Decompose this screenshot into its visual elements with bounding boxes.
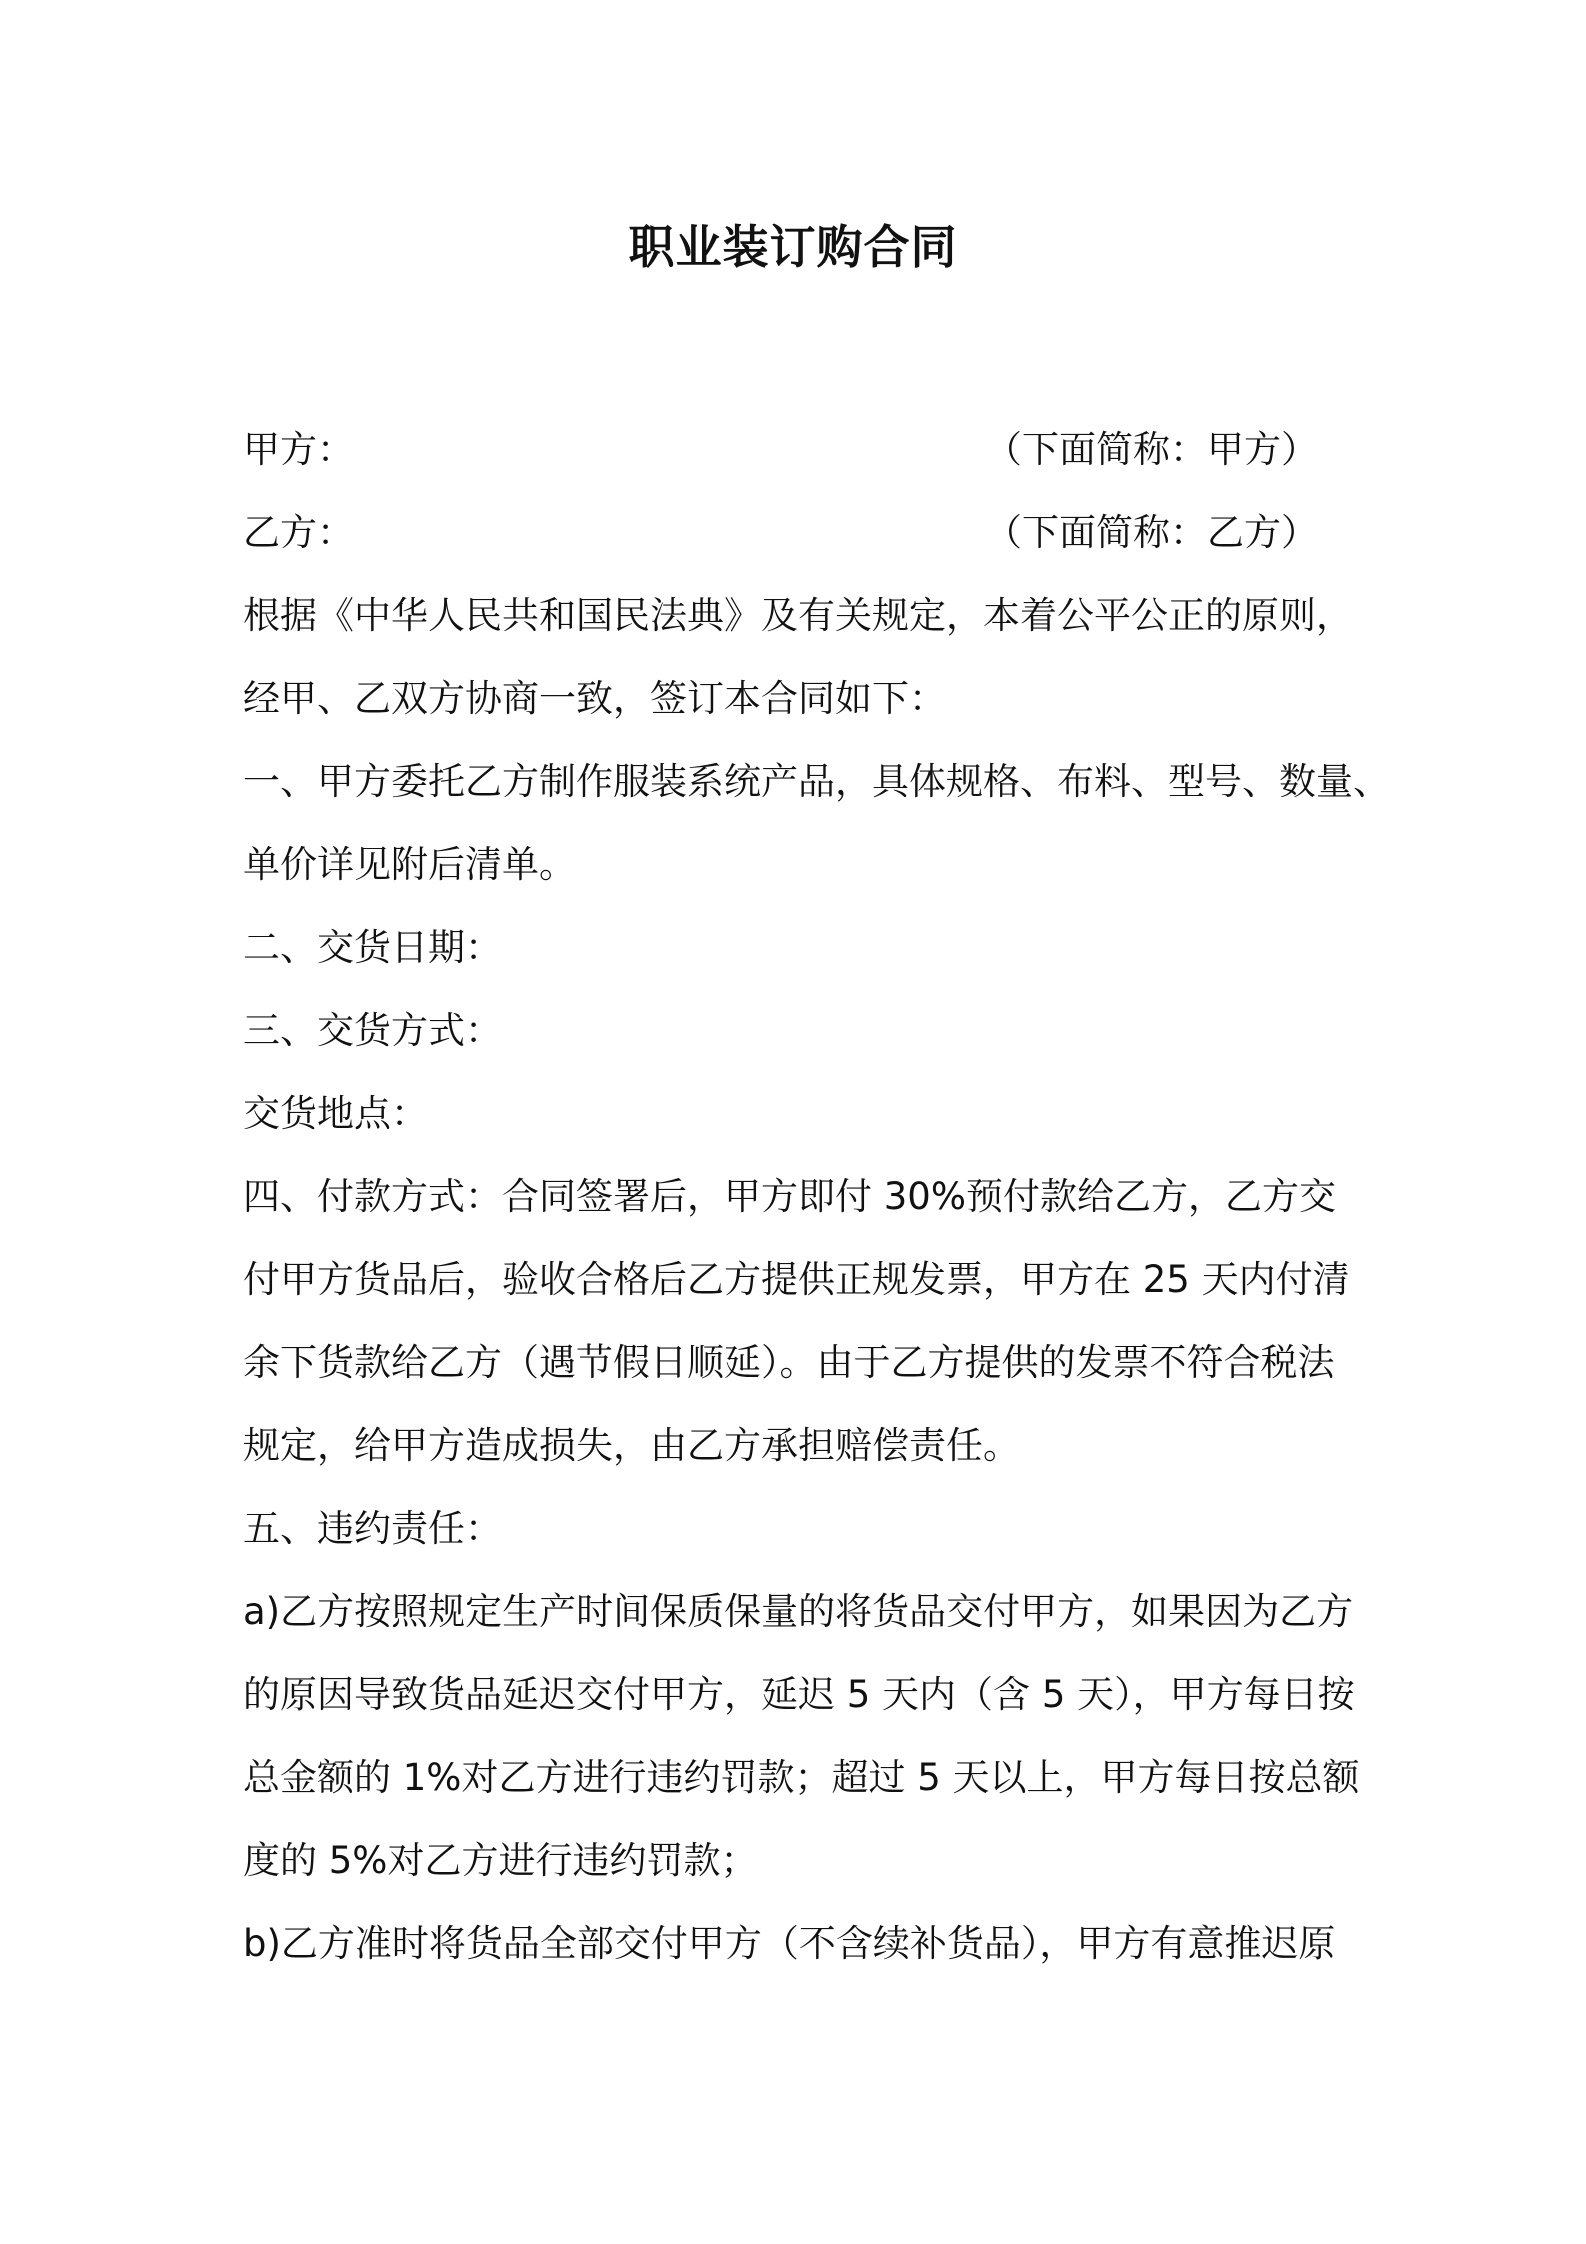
party-b-abbr: （下面简称：乙方）: [985, 511, 1318, 554]
body-line-clause-4-cont-3: 规定，给甲方造成损失，由乙方承担赔偿责任。: [243, 1424, 1020, 1467]
party-a-line: [243, 408, 1318, 491]
party-b-label: 乙方：: [243, 511, 354, 554]
body-line-clause-5b: b)乙方准时将货品全部交付甲方（不含续补货品），甲方有意推迟原: [243, 1922, 1336, 1965]
body-line-clause-5a-cont-3: 度的 5%对乙方进行违约罚款；: [243, 1839, 758, 1882]
party-b-line: [243, 491, 1318, 574]
body-line-clause-4-cont-1: 付甲方货品后，验收合格后乙方提供正规发票，甲方在 25 天内付清: [243, 1258, 1350, 1301]
contract-body: [243, 408, 1390, 1985]
body-line-clause-3: 三、交货方式：: [243, 1009, 502, 1052]
body-line-clause-4: 四、付款方式：合同签署后，甲方即付 30%预付款给乙方，乙方交: [243, 1175, 1336, 1218]
body-line-clause-5: 五、违约责任：: [243, 1507, 502, 1550]
body-line-delivery-location: 交货地点：: [243, 1092, 428, 1135]
body-line-preamble-1: 根据《中华人民共和国民法典》及有关规定，本着公平公正的原则，: [243, 594, 1353, 637]
body-line-preamble-2: 经甲、乙双方协商一致，签订本合同如下：: [243, 677, 946, 720]
body-line-clause-1: 一、甲方委托乙方制作服装系统产品，具体规格、布料、型号、数量、: [243, 760, 1390, 803]
party-a-abbr: （下面简称：甲方）: [985, 428, 1318, 471]
body-line-clause-2: 二、交货日期：: [243, 926, 502, 969]
body-line-clause-5a-cont-1: 的原因导致货品延迟交付甲方，延迟 5 天内（含 5 天），甲方每日按: [243, 1673, 1355, 1716]
body-line-clause-4-cont-2: 余下货款给乙方（遇节假日顺延）。由于乙方提供的发票不符合税法: [243, 1341, 1335, 1384]
document-title: 职业装订购合同: [628, 220, 958, 274]
body-line-clause-1-cont: 单价详见附后清单。: [243, 843, 576, 886]
body-line-clause-5a: a)乙方按照规定生产时间保质保量的将货品交付甲方，如果因为乙方: [243, 1590, 1354, 1633]
party-a-label: 甲方：: [243, 428, 354, 471]
body-line-clause-5a-cont-2: 总金额的 1%对乙方进行违约罚款；超过 5 天以上，甲方每日按总额: [243, 1756, 1360, 1799]
